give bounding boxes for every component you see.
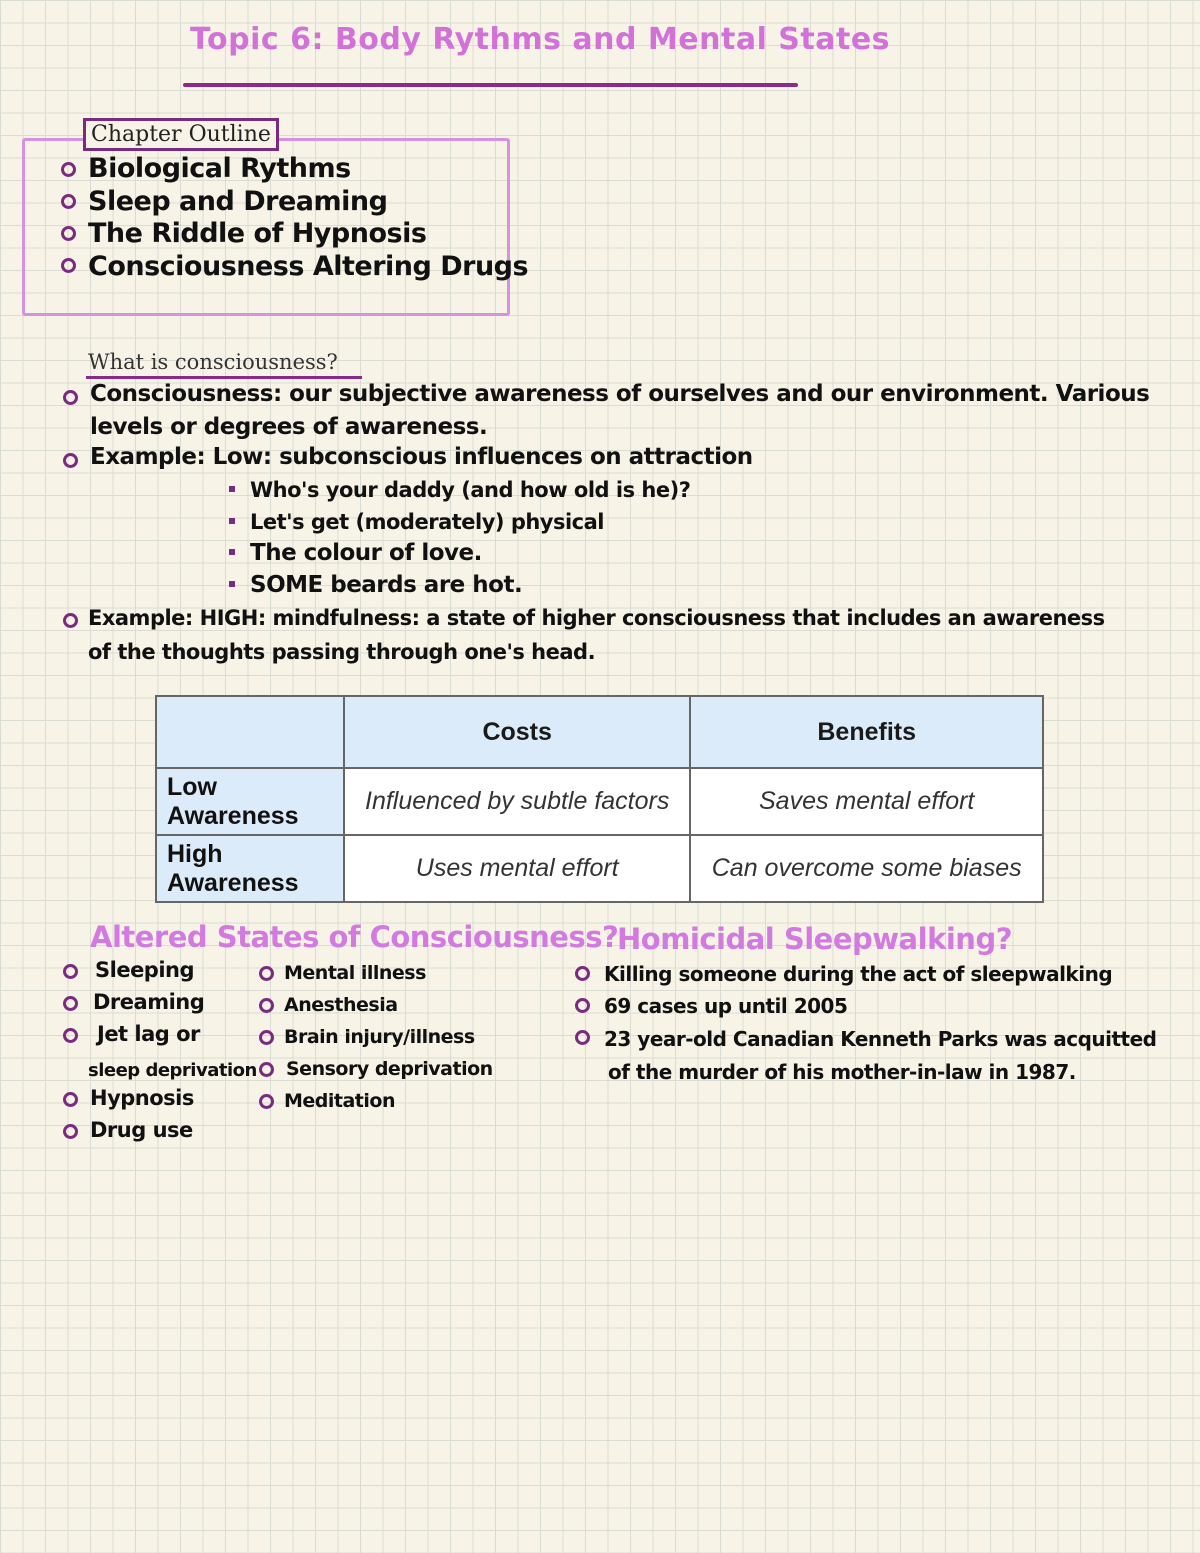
- sub-bullet-icon: [229, 486, 235, 492]
- page-title: Topic 6: Body Rythms and Mental States: [190, 22, 891, 57]
- bullet-icon: [259, 1094, 274, 1109]
- table-cell: Influenced by subtle factors: [344, 768, 690, 835]
- consciousness-definition: Consciousness: our subjective awareness of ourselves and our environment. Various: [90, 381, 1150, 407]
- sub-item: Who's your daddy (and how old is he)?: [250, 478, 691, 502]
- bullet-icon: [259, 966, 274, 981]
- bullet-icon: [63, 1124, 78, 1139]
- row-label: Low Awareness: [156, 768, 344, 835]
- high-example-cont: of the thoughts passing through one's head.: [88, 640, 596, 664]
- high-example: Example: HIGH: mindfulness: a state of higher consciousness that includes an awareness: [88, 606, 1105, 630]
- bullet-icon: [259, 1030, 274, 1045]
- altered-item: Mental illness: [284, 962, 426, 984]
- bullet-icon: [63, 1092, 78, 1107]
- altered-item: Sleeping: [95, 958, 195, 982]
- altered-item: Meditation: [284, 1090, 395, 1112]
- bullet-icon: [61, 162, 76, 177]
- row-label: High Awareness: [156, 835, 344, 902]
- consciousness-definition-cont: levels or degrees of awareness.: [90, 414, 488, 440]
- altered-item: Sensory deprivation: [286, 1058, 493, 1080]
- table-header-empty: [156, 696, 344, 768]
- altered-item: Hypnosis: [90, 1086, 194, 1110]
- bullet-icon: [63, 453, 78, 468]
- bullet-icon: [63, 964, 78, 979]
- altered-item: Anesthesia: [284, 994, 398, 1016]
- table-row: [156, 835, 1043, 902]
- sub-bullet-icon: [229, 549, 235, 555]
- table-row: [156, 768, 1043, 835]
- bullet-icon: [61, 194, 76, 209]
- sub-item: SOME beards are hot.: [250, 572, 523, 598]
- altered-item-cont: sleep deprivation: [88, 1060, 257, 1081]
- outline-item: Biological Rythms: [88, 153, 351, 184]
- homicidal-item: 23 year-old Canadian Kenneth Parks was acquitted: [604, 1027, 1157, 1051]
- homicidal-item: Killing someone during the act of sleepwalking: [604, 962, 1113, 986]
- outline-item: Sleep and Dreaming: [88, 186, 388, 217]
- bullet-icon: [259, 1062, 274, 1077]
- low-example: Example: Low: subconscious influences on attraction: [90, 444, 753, 470]
- table-cell: Uses mental effort: [344, 835, 690, 902]
- bullet-icon: [61, 226, 76, 241]
- homicidal-item: 69 cases up until 2005: [604, 994, 848, 1018]
- title-underline: [183, 83, 798, 87]
- altered-states-heading: Altered States of Consciousness?: [90, 920, 619, 954]
- outline-item: Consciousness Altering Drugs: [88, 251, 529, 282]
- table-cell: Can overcome some biases: [690, 835, 1043, 902]
- awareness-table: [155, 695, 1044, 903]
- sub-item: The colour of love.: [250, 540, 482, 566]
- bullet-icon: [63, 390, 78, 405]
- table-header-row: [156, 696, 1043, 768]
- bullet-icon: [63, 996, 78, 1011]
- homicidal-heading: Homicidal Sleepwalking?: [617, 922, 1013, 956]
- altered-item: Dreaming: [93, 990, 205, 1014]
- bullet-icon: [63, 1028, 78, 1043]
- table-header-costs: Costs: [344, 696, 690, 768]
- bullet-icon: [575, 966, 590, 981]
- chapter-outline-label: Chapter Outline: [83, 118, 279, 151]
- sub-bullet-icon: [229, 581, 235, 587]
- outline-item: The Riddle of Hypnosis: [88, 218, 427, 249]
- sub-bullet-icon: [229, 518, 235, 524]
- bullet-icon: [61, 258, 76, 273]
- altered-item: Drug use: [90, 1118, 193, 1142]
- section-label-consciousness: What is consciousness?: [88, 350, 338, 374]
- table-header-benefits: Benefits: [690, 696, 1043, 768]
- sub-item: Let's get (moderately) physical: [250, 510, 604, 534]
- section-underline: [86, 376, 362, 379]
- table-cell: Saves mental effort: [690, 768, 1043, 835]
- altered-item: Brain injury/illness: [284, 1026, 475, 1048]
- homicidal-item-cont: of the murder of his mother-in-law in 1987.: [608, 1060, 1076, 1084]
- bullet-icon: [259, 998, 274, 1013]
- bullet-icon: [575, 998, 590, 1013]
- bullet-icon: [63, 613, 78, 628]
- altered-item: Jet lag or: [97, 1022, 200, 1046]
- bullet-icon: [575, 1030, 590, 1045]
